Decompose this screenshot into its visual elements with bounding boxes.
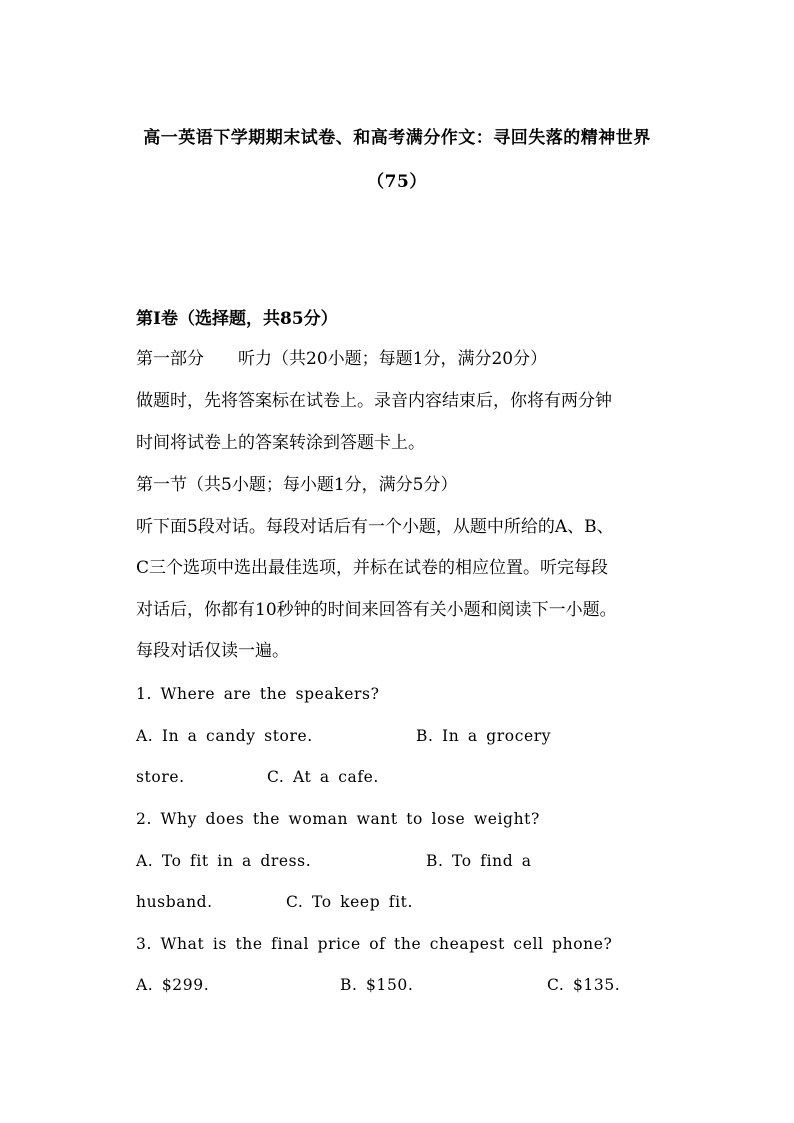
option-c: C. At a cafe. — [267, 768, 379, 786]
option-b: B. In a grocery — [416, 727, 552, 745]
option-b-continued: husband. — [136, 893, 213, 911]
document-title: 高一英语下学期期末试卷、和高考满分作文：寻回失落的精神世界 — [143, 128, 651, 148]
option-c: C. $135. — [547, 976, 621, 994]
part-heading: 第一部分 听力（共20小题；每题1分，满分20分） — [136, 349, 548, 369]
directions-line: C三个选项中选出最佳选项，并标在试卷的相应位置。听完每段 — [136, 558, 609, 578]
directions-line: 每段对话仅读一遍。 — [136, 641, 289, 661]
directions-line: 听下面5段对话。每段对话后有一个小题，从题中所给的A、B、 — [136, 517, 614, 537]
question-stem: 2. Why does the woman want to lose weight? — [136, 810, 540, 828]
instruction-line: 时间将试卷上的答案转涂到答题卡上。 — [136, 433, 425, 453]
question-stem: 1. Where are the speakers? — [136, 685, 380, 703]
question-stem: 3. What is the final price of the cheapest cell phone? — [136, 935, 613, 953]
section-heading: 第Ⅰ卷（选择题，共85分） — [136, 309, 338, 329]
option-a: A. In a candy store. — [136, 727, 313, 745]
subsection-heading: 第一节（共5小题；每小题1分，满分5分） — [136, 475, 458, 495]
option-b: B. To find a — [426, 852, 532, 870]
option-b: B. $150. — [340, 976, 414, 994]
option-b-continued: store. — [136, 768, 185, 786]
directions-line: 对话后，你都有10秒钟的时间来回答有关小题和阅读下一小题。 — [136, 600, 617, 620]
option-a: A. To fit in a dress. — [136, 852, 312, 870]
option-c: C. To keep fit. — [286, 893, 413, 911]
document-title-number: （75） — [367, 172, 427, 192]
instruction-line: 做题时，先将答案标在试卷上。录音内容结束后，你将有两分钟 — [136, 391, 612, 411]
option-a: A. $299. — [136, 976, 210, 994]
